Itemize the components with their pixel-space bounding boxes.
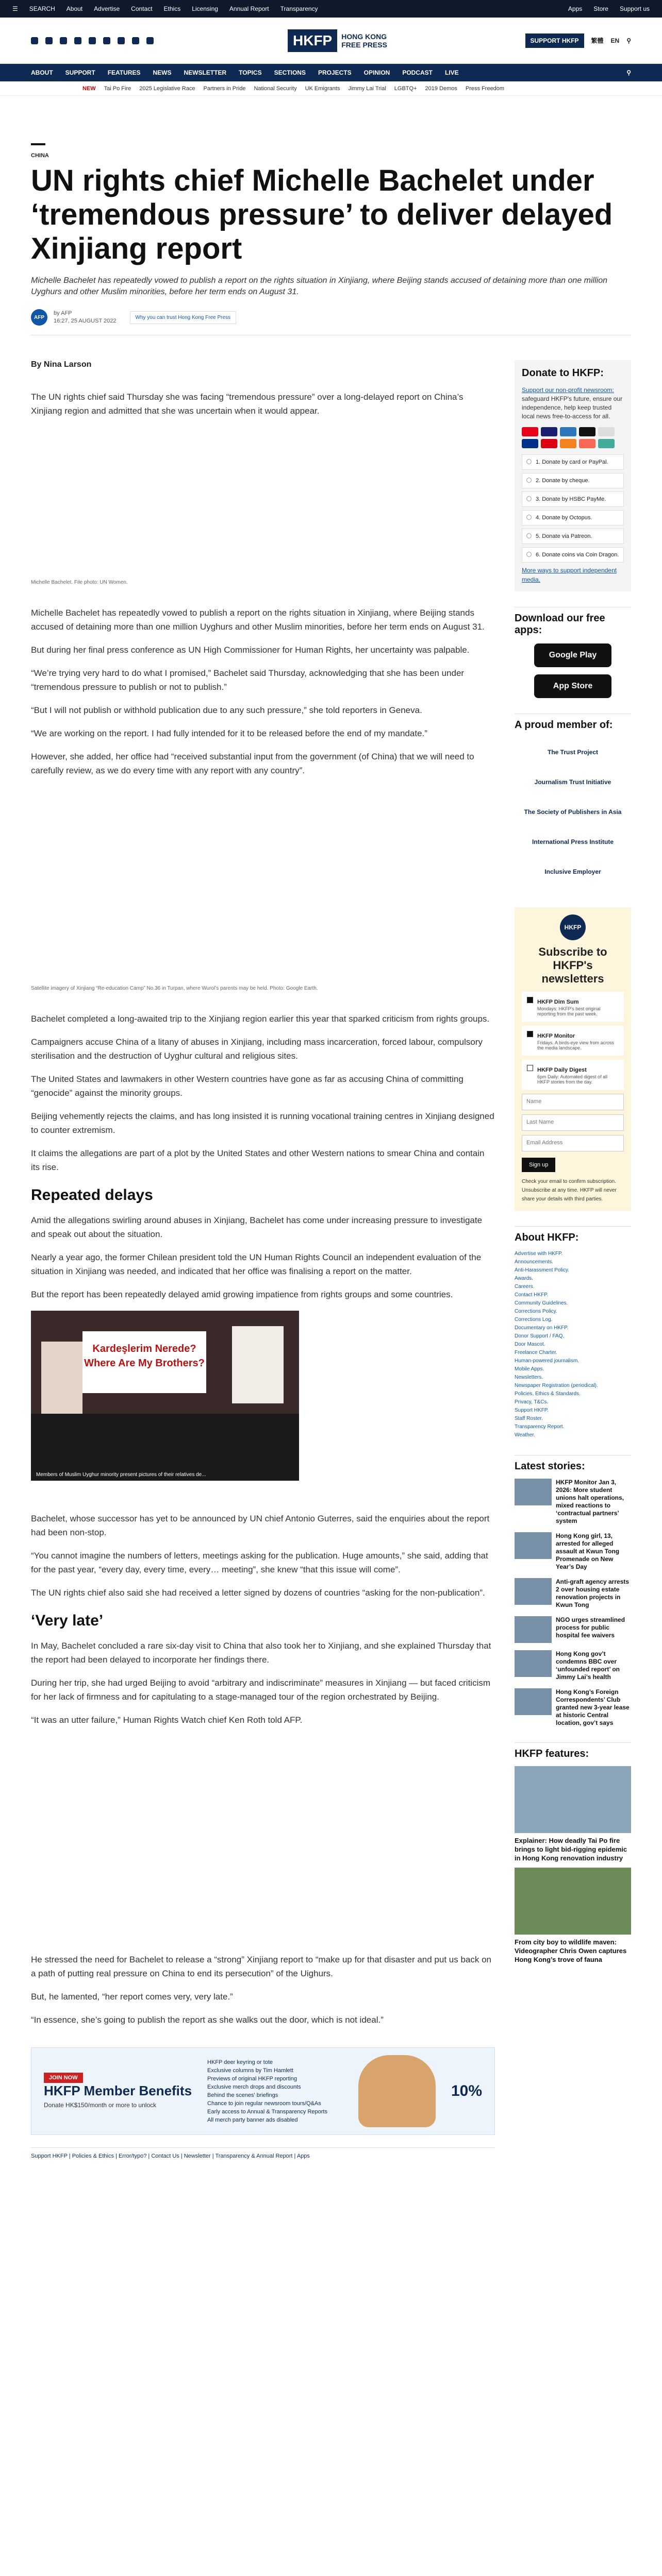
trend-item[interactable]: Tai Po Fire <box>104 85 131 92</box>
benefit-item: Early access to Annual & Transparency Reports <box>207 2109 327 2115</box>
apps-section <box>515 607 631 698</box>
top-link-transparency[interactable]: Transparency <box>280 5 318 12</box>
paragraph: Campaigners accuse China of a litany of abuses in Xinjiang, including mass incarceration, forced labour, compulsory sterilisation and the destruction of Uyghur cultural and religious sites. <box>31 1037 483 1061</box>
social-icons <box>31 37 154 44</box>
promo-subtitle: Donate HK$150/month or more to unlock <box>44 2102 157 2109</box>
article-body <box>31 335 495 2159</box>
paragraph: “In essence, she’s going to publish the report as she walks out the door, which is not ideal.” <box>31 2015 384 2025</box>
story-thumbnail[interactable] <box>515 1479 552 1505</box>
feature-image[interactable] <box>515 1766 631 1833</box>
about-link[interactable]: Community Guidelines. <box>515 1300 568 1306</box>
checkbox[interactable] <box>527 1031 533 1037</box>
story-thumbnail[interactable] <box>515 1650 552 1677</box>
paragraph: It claims the allegations are part of a plot by the United States and other Western nations to smear China and contain its rise. <box>31 1148 485 1172</box>
protest-sign <box>232 1326 284 1403</box>
benefit-item: HKFP deer keyring or tote <box>207 2059 273 2065</box>
latest-stories <box>515 1455 631 1727</box>
name-input[interactable]: Name <box>522 1094 624 1110</box>
amex-icon <box>560 427 576 436</box>
afp-avatar[interactable]: AFP <box>31 309 47 326</box>
memberships-section <box>515 714 631 887</box>
apple-pay-icon <box>579 427 595 436</box>
benefit-item: Exclusive columns by Tim Hamlett <box>207 2067 293 2074</box>
nav-podcast[interactable]: PODCAST <box>402 69 433 76</box>
benefit-item: Exclusive merch drops and discounts <box>207 2084 301 2090</box>
hkfp-badge: HKFP <box>560 914 586 940</box>
article-author: By Nina Larson <box>31 360 92 369</box>
paragraph: “It was an utter failure,” Human Rights Watch chief Ken Roth told AFP. <box>31 1715 303 1725</box>
trend-item[interactable]: Jimmy Lai Trial <box>348 85 386 92</box>
about-link[interactable]: Documentary on HKFP. <box>515 1325 569 1331</box>
newsletter-option[interactable]: HKFP Dim Sum Mondays: HKFP's best original reporting from the past week. <box>522 992 624 1022</box>
new-badge: NEW <box>82 85 96 92</box>
about-link[interactable]: Contact HKFP. <box>515 1292 549 1298</box>
paragraph: However, she added, her office had “received substantial input from the government (of China) that we will need to carefully review, as we do every time with any report with any country”. <box>31 752 474 775</box>
donate-option[interactable]: 5. Donate via Patreon. <box>522 529 624 544</box>
story-item[interactable]: Hong Kong’s Foreign Correspondents’ Club granted new 3-year lease at historic Central location, gov’t says <box>515 1688 631 1727</box>
paragraph: “We are working on the report. I had fully intended for it to be released before the end of my mandate.” <box>31 728 427 738</box>
logo-line-2: FREE PRESS <box>341 40 387 49</box>
story-item[interactable]: NGO urges streamlined process for public hospital fee waivers <box>515 1616 631 1643</box>
photo-caption-overlay: Members of Muslim Uyghur minority present pictures of their relatives de... <box>36 1472 206 1478</box>
paragraph: During her trip, she had urged Beijing to avoid “arbitrary and indiscriminate” measures in Xinjiang — but faced criticism for her lack of firmness and for capitulating to a stage-managed tour of the region orchestrated by Beijing. <box>31 1678 491 1702</box>
threads-icon[interactable] <box>74 37 81 44</box>
nav-opinion[interactable]: OPINION <box>363 69 390 76</box>
story-item[interactable]: Hong Kong girl, 13, arrested for alleged assault at Kwun Tong Promenade on New Year’s Day <box>515 1532 631 1571</box>
nav-projects[interactable]: PROJECTS <box>318 69 352 76</box>
top-link-about[interactable]: About <box>66 5 83 12</box>
trend-item[interactable]: 2019 Demos <box>425 85 457 92</box>
top-link-annual-report[interactable]: Annual Report <box>229 5 269 12</box>
checkbox[interactable] <box>527 1065 533 1071</box>
about-link[interactable]: Privacy, T&Cs. <box>515 1399 549 1405</box>
join-now-button[interactable]: JOIN NOW <box>44 2073 83 2083</box>
story-thumbnail[interactable] <box>515 1688 552 1715</box>
google-pay-icon <box>598 427 615 436</box>
newsletter-option[interactable]: HKFP Monitor Fridays. A birds-eye view from across the media landscape. <box>522 1026 624 1056</box>
rss-icon[interactable] <box>146 37 154 44</box>
trend-item[interactable]: Press Freedom <box>465 85 505 92</box>
donate-link[interactable]: Support our non-profit newsroom: <box>522 386 614 394</box>
email-input[interactable]: Email Address <box>522 1135 624 1151</box>
coin-dragon-icon <box>598 439 615 448</box>
youtube-icon[interactable] <box>103 37 110 44</box>
donate-option[interactable]: 2. Donate by cheque. <box>522 473 624 488</box>
member-logo[interactable]: International Press Institute <box>532 838 614 845</box>
apps-title: Download our free apps: <box>515 613 605 636</box>
member-logo[interactable]: The Society of Publishers in Asia <box>524 808 622 816</box>
about-link[interactable]: Policies, Ethics & Standards. <box>515 1391 581 1397</box>
article-footer-links[interactable]: Support HKFP | Policies & Ethics | Error/typo? | Contact Us | Newsletter | Transparency & Annual Report | Apps <box>31 2147 495 2159</box>
linkedin-icon[interactable] <box>89 37 96 44</box>
paragraph: But, he lamented, “her report comes very, very late.” <box>31 1992 233 2002</box>
benefit-item: All merch party banner ads disabled <box>207 2117 298 2123</box>
paragraph: “You cannot imagine the numbers of letters, meetings asking for the publication. Huge amounts,” she said, adding that for the past year, “every day, every time, every… meeting”, she knew “that this issue will come”. <box>31 1551 488 1574</box>
about-link[interactable]: Newsletters. <box>515 1375 543 1380</box>
paragraph: The UN rights chief also said she had received a letter signed by dozens of countries “asking for the non-publication”. <box>31 1588 485 1598</box>
section-heading: ‘Very late’ <box>31 1612 104 1629</box>
member-logo[interactable]: Inclusive Employer <box>544 868 601 875</box>
paragraph: Bachelet completed a long-awaited trip to the Xinjiang region earlier this year that sparked criticism from rights groups. <box>31 1014 490 1024</box>
paragraph: In May, Bachelet concluded a rare six-day visit to China that also took her to Xinjiang, and she explained Thursday that the report had been delayed to incorporate her findings there. <box>31 1641 491 1665</box>
about-section <box>515 1226 631 1439</box>
paragraph: Nearly a year ago, the former Chilean president told the UN Human Rights Council an independent evaluation of the situation in Xinjiang was needed, and indicated that her office was finalising a report on the matter. <box>31 1252 482 1276</box>
facebook-icon[interactable] <box>45 37 53 44</box>
brand-header <box>0 18 662 64</box>
sidebar <box>515 335 631 2159</box>
about-link[interactable]: Mobile Apps. <box>515 1366 544 1372</box>
nav-support[interactable]: SUPPORT <box>65 69 95 76</box>
story-thumbnail[interactable] <box>515 1532 552 1559</box>
bluesky-icon[interactable] <box>118 37 125 44</box>
protest-photo <box>31 1311 299 1481</box>
top-link-support[interactable]: Support us <box>619 5 650 12</box>
hkfp-logo[interactable] <box>288 29 387 52</box>
trust-link[interactable]: Why you can trust Hong Kong Free Press <box>130 311 237 324</box>
last-name-input[interactable]: Last Name <box>522 1114 624 1131</box>
about-link[interactable]: Freelance Charter. <box>515 1350 557 1355</box>
nav-live[interactable]: LIVE <box>444 69 459 76</box>
discount-badge: 10% <box>451 2082 482 2099</box>
photo-caption: Michelle Bachelet. File photo: UN Women. <box>31 580 128 585</box>
member-benefits-promo[interactable] <box>31 2047 495 2135</box>
trend-item[interactable]: Partners in Pride <box>203 85 246 92</box>
paragraph: He stressed the need for Bachelet to release a “strong” Xinjiang report to “make up for that disaster and put us back on a path of putting real pressure on China to end its persecution” of the Uighurs. <box>31 1955 491 1978</box>
support-hkfp-button[interactable]: SUPPORT HKFP <box>525 33 584 48</box>
member-logo[interactable]: Journalism Trust Initiative <box>534 778 611 786</box>
trend-item[interactable]: National Security <box>254 85 297 92</box>
protest-sign-text: Kardeşlerim Nerede? Where Are My Brothers? <box>82 1331 206 1393</box>
byline-author[interactable]: by AFP <box>54 310 72 316</box>
paragraph: Amid the allegations swirling around abuses in Xinjiang, Bachelet has come under increasing pressure to investigate and speak out about the situation. <box>31 1215 483 1239</box>
about-link[interactable]: Announcements. <box>515 1259 554 1265</box>
about-link[interactable]: Advertise with HKFP. <box>515 1251 563 1257</box>
paragraph: Bachelet, whose successor has yet to be announced by UN chief Antonio Guterres, said the enquiries about the report had been non-stop. <box>31 1514 490 1537</box>
top-link-apps[interactable]: Apps <box>568 5 583 12</box>
trend-item[interactable]: LGBTQ+ <box>394 85 417 92</box>
visa-icon <box>541 427 557 436</box>
instagram-icon[interactable] <box>60 37 67 44</box>
search-icon[interactable]: ☰ <box>12 5 18 12</box>
donate-option[interactable]: 4. Donate by Octopus. <box>522 510 624 526</box>
about-link[interactable]: Corrections Log. <box>515 1317 553 1323</box>
main-nav <box>0 64 662 81</box>
newsletter-title: Subscribe to HKFP's newsletters <box>538 945 607 985</box>
about-title: About HKFP: <box>515 1232 579 1243</box>
nav-news[interactable]: NEWS <box>153 69 172 76</box>
newsletter-note: Check your email to confirm subscription. Unsubscribe at any time. HKFP will never share your details with third parties. <box>522 1179 617 1202</box>
trend-item[interactable]: 2025 Legislative Race <box>139 85 195 92</box>
features-title: HKFP features: <box>515 1748 589 1759</box>
story-item[interactable]: Anti-graft agency arrests 2 over housing estate renovation projects in Kwun Tong <box>515 1578 631 1609</box>
benefit-item: Chance to join regular newsroom tours/Q&As <box>207 2100 321 2107</box>
more-ways-link[interactable]: More ways to support independent media. <box>522 567 617 583</box>
lang-zh-link[interactable]: 繁體 <box>591 37 604 44</box>
features-section <box>515 1742 631 1964</box>
sign-up-button[interactable]: Sign up <box>522 1158 555 1172</box>
content-layout <box>0 335 662 2159</box>
article-header <box>0 96 662 335</box>
octopus-icon <box>560 439 576 448</box>
about-link[interactable]: Weather. <box>515 1432 535 1438</box>
payment-icons <box>522 427 624 448</box>
story-thumbnail[interactable] <box>515 1616 552 1643</box>
publish-date: 16:27, 25 AUGUST 2022 <box>54 318 117 324</box>
nav-about[interactable]: ABOUT <box>31 69 53 76</box>
trend-item[interactable]: UK Emigrants <box>305 85 340 92</box>
about-link[interactable]: Transparency Report. <box>515 1424 565 1430</box>
top-utility-bar <box>0 0 662 18</box>
about-link[interactable]: Support HKFP. <box>515 1408 549 1413</box>
byline <box>31 309 631 335</box>
photo-caption: Satellite imagery of Xinjiang “Re-education Camp” No.36 in Turpan, where Wurol’s parents may be held. Photo: Google Earth. <box>31 986 318 991</box>
feature-headline[interactable]: Explainer: How deadly Tai Po fire brings to light bid-rigging epidemic in Hong Kong renovation industry <box>515 1837 627 1862</box>
deer-mascot-icon <box>358 2055 436 2127</box>
nav-features[interactable]: FEATURES <box>107 69 141 76</box>
search-link[interactable]: SEARCH <box>29 5 55 12</box>
newsletter-option[interactable]: HKFP Daily Digest 6pm Daily: Automated digest of all HKFP stories from the day. <box>522 1060 624 1090</box>
newsletter-box <box>515 907 631 1211</box>
paragraph: But the report has been repeatedly delayed amid growing impatience from rights groups and some countries. <box>31 1290 453 1299</box>
nav-sections[interactable]: SECTIONS <box>274 69 306 76</box>
logo-line-1: HONG KONG <box>341 32 387 41</box>
satellite-photo <box>31 787 495 982</box>
about-link[interactable]: Corrections Policy. <box>515 1309 557 1314</box>
protesters <box>31 1414 299 1481</box>
about-link[interactable]: Careers. <box>515 1284 535 1290</box>
nav-topics[interactable]: TOPICS <box>239 69 262 76</box>
donate-title: Donate to HKFP: <box>522 367 604 379</box>
benefit-item: Previews of original HKFP reporting <box>207 2076 297 2082</box>
memberships-title: A proud member of: <box>515 719 613 731</box>
feature-image[interactable] <box>515 1868 631 1935</box>
story-thumbnail[interactable] <box>515 1578 552 1605</box>
mastercard-icon <box>522 427 538 436</box>
logo-mark: HKFP <box>288 29 337 52</box>
donate-box <box>515 360 631 591</box>
paragraph: But during her final press conference as UN High Commissioner for Human Rights, her uncertainty was palpable. <box>31 645 470 655</box>
protest-sign <box>41 1342 82 1424</box>
google-play-badge[interactable]: Google Play <box>534 643 611 667</box>
category-rule <box>31 143 45 145</box>
about-link[interactable]: Anti-Harassment Policy. <box>515 1267 569 1273</box>
donate-option[interactable]: 6. Donate coins via Coin Dragon. <box>522 547 624 563</box>
search-icon-header[interactable]: ⚲ <box>626 37 631 44</box>
article-subtitle: Michelle Bachelet has repeatedly vowed to publish a report on the rights situation in Xinjiang, where Beijing stands accused of detaining more than one million Uyghurs and other Muslim minorities, before her term ends on August 31. <box>31 276 607 296</box>
top-link-licensing[interactable]: Licensing <box>192 5 218 12</box>
about-link[interactable]: Human-powered journalism. <box>515 1358 580 1364</box>
paypal-icon <box>522 439 538 448</box>
donate-text: safeguard HKFP's future, ensure our independence, help keep trusted local news free-to-access for all. <box>522 395 623 420</box>
paragraph: Beijing vehemently rejects the claims, and has long insisted it is running vocational training centres in Xinjiang designed to counter extremism. <box>31 1111 494 1135</box>
about-link[interactable]: Staff Roster. <box>515 1416 543 1421</box>
search-icon-nav[interactable]: ⚲ <box>626 69 631 76</box>
story-item[interactable]: HKFP Monitor Jan 3, 2026: More student unions halt operations, mixed reactions to ‘contractual partners’ system <box>515 1479 631 1525</box>
section-heading: Repeated delays <box>31 1187 153 1204</box>
top-link-store[interactable]: Store <box>593 5 608 12</box>
paragraph: The United States and lawmakers in other Western countries have gone as far as accusing China of committing “genocide” against the minority groups. <box>31 1074 464 1098</box>
promo-title: HKFP Member Benefits <box>44 2083 192 2098</box>
feature-headline[interactable]: From city boy to wildlife maven: Videographer Chris Owen captures Hong Kong’s trove of fauna <box>515 1938 627 1963</box>
about-link[interactable]: Newspaper Registration (periodical). <box>515 1383 598 1388</box>
paragraph: “We’re trying very hard to do what I promised,” Bachelet said Thursday, acknowledging that she has been under “tremendous pressure to publish or not to publish.” <box>31 668 465 692</box>
benefit-item: Behind the scenes' briefings <box>207 2092 278 2098</box>
payme-icon <box>541 439 557 448</box>
about-link[interactable]: Awards. <box>515 1276 533 1281</box>
mail-icon[interactable] <box>132 37 139 44</box>
paragraph: “But I will not publish or withhold publication due to any such pressure,” she told reporters in Geneva. <box>31 705 422 715</box>
trending-nav <box>0 81 662 96</box>
top-link-advertise[interactable]: Advertise <box>94 5 120 12</box>
paragraph: The UN rights chief said Thursday she was facing “tremendous pressure” over a long-delayed report on China’s Xinjiang region and admitted that she was uncertain when it would appear. <box>31 392 464 416</box>
article-category[interactable]: CHINA <box>31 152 49 159</box>
top-link-contact[interactable]: Contact <box>131 5 153 12</box>
top-link-ethics[interactable]: Ethics <box>163 5 181 12</box>
paragraph: Michelle Bachelet has repeatedly vowed to publish a report on the rights situation in Xinjiang, where Beijing stands accused of detaining more than one million Uyghurs and other Muslim minorities, before her term ends on August 31. <box>31 608 485 632</box>
patreon-icon <box>579 439 595 448</box>
about-link[interactable]: Door Mascot. <box>515 1342 545 1347</box>
embedded-video[interactable] <box>31 1736 495 1953</box>
donate-option[interactable]: 1. Donate by card or PayPal. <box>522 454 624 470</box>
article-title: UN rights chief Michelle Bachelet under ‘tremendous pressure’ to deliver delayed Xinjiang report <box>31 164 613 265</box>
latest-title: Latest stories: <box>515 1461 585 1472</box>
donate-option[interactable]: 3. Donate by HSBC PayMe. <box>522 492 624 507</box>
benefit-list <box>207 2058 327 2124</box>
checkbox[interactable] <box>527 997 533 1003</box>
twitter-icon[interactable] <box>31 37 38 44</box>
story-item[interactable]: Hong Kong gov’t condemns BBC over ‘unfounded report’ on Jimmy Lai’s health <box>515 1650 631 1681</box>
lang-en-link[interactable]: EN <box>610 37 620 44</box>
nav-newsletter[interactable]: NEWSLETTER <box>184 69 227 76</box>
about-link[interactable]: Donor Support / FAQ. <box>515 1333 565 1339</box>
member-logo[interactable]: The Trust Project <box>547 749 599 756</box>
bachelet-photo <box>31 427 495 577</box>
app-store-badge[interactable]: App Store <box>534 674 611 698</box>
